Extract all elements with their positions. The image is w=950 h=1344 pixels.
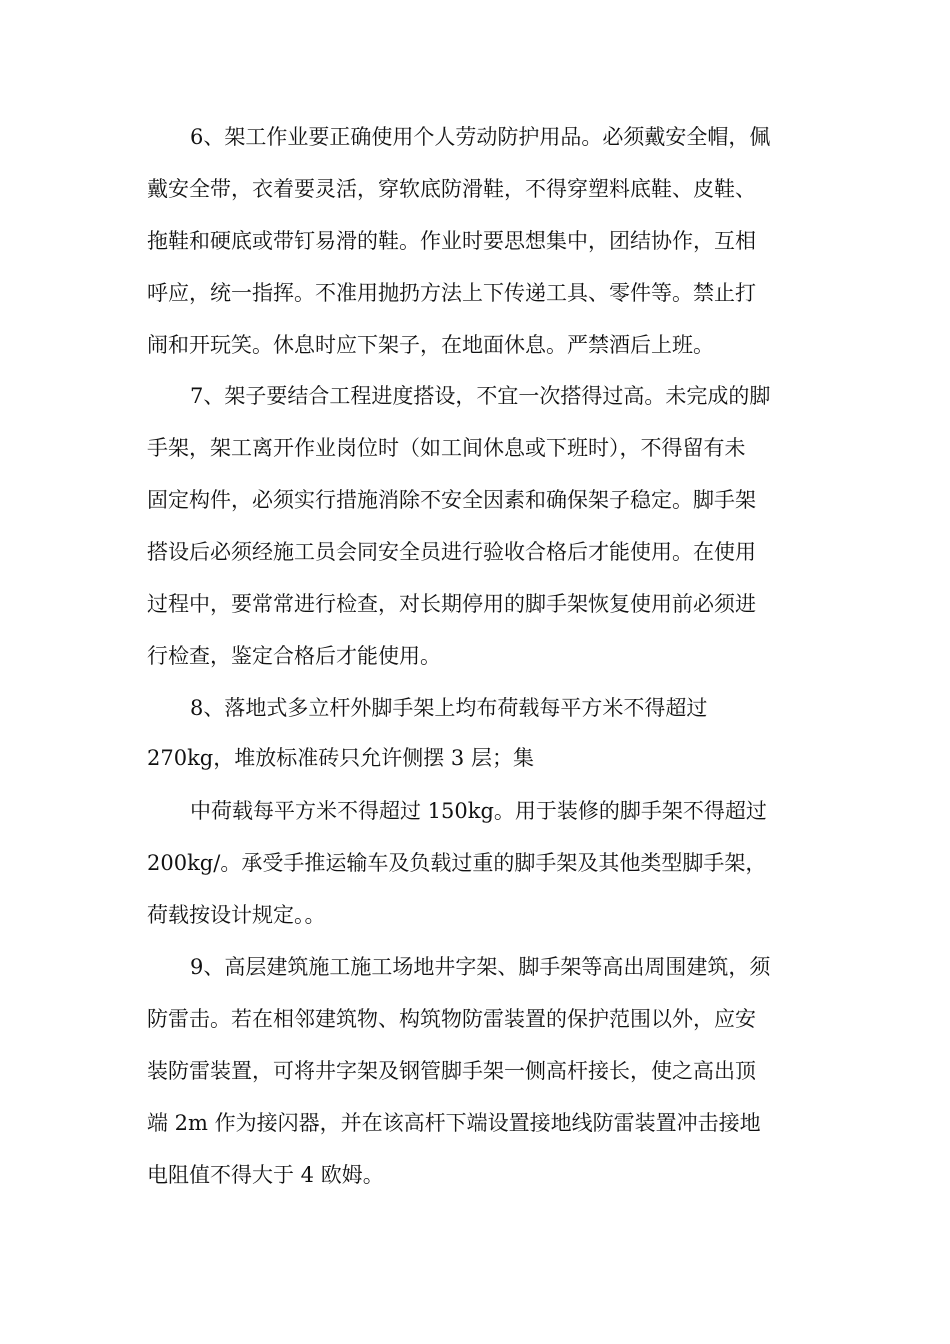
paragraph-9-line-2: 防雷击。若在相邻建筑物、构筑物防雷装置的保护范围以外，应安 bbox=[147, 1007, 756, 1031]
paragraph-7-line-3: 固定构件，必须实行措施消除不安全因素和确保架子稳定。脚手架 bbox=[147, 488, 756, 512]
paragraph-6-line-3: 拖鞋和硬底或带钉易滑的鞋。作业时要思想集中，团结协作，互相 bbox=[147, 229, 756, 253]
paragraph-6-line-2: 戴安全带，衣着要灵活，穿软底防滑鞋，不得穿塑料底鞋、皮鞋、 bbox=[147, 177, 756, 201]
paragraph-8-line-1: 8、落地式多立杆外脚手架上均布荷载每平方米不得超过 bbox=[190, 696, 708, 720]
paragraph-7-line-5: 过程中，要常常进行检查，对长期停用的脚手架恢复使用前必须进 bbox=[147, 592, 756, 616]
paragraph-8-line-4: 200kg/。承受手推运输车及负载过重的脚手架及其他类型脚手架， bbox=[147, 851, 767, 875]
paragraph-8-line-5: 荷载按设计规定。。 bbox=[147, 903, 326, 927]
paragraph-6-line-5: 闹和开玩笑。休息时应下架子，在地面休息。严禁酒后上班。 bbox=[147, 333, 714, 357]
paragraph-9-line-1: 9、高层建筑施工施工场地井字架、脚手架等高出周围建筑，须 bbox=[190, 955, 771, 979]
paragraph-6-line-4: 呼应，统一指挥。不准用抛扔方法上下传递工具、零件等。禁止打 bbox=[147, 281, 756, 305]
paragraph-6-line-1: 6、架工作业要正确使用个人劳动防护用品。必须戴安全帽，佩 bbox=[190, 125, 771, 149]
paragraph-9-line-3: 装防雷装置，可将井字架及钢管脚手架一侧高杆接长，使之高出顶 bbox=[147, 1059, 756, 1083]
paragraph-7-line-1: 7、架子要结合工程进度搭设，不宜一次搭得过高。未完成的脚 bbox=[190, 384, 771, 408]
paragraph-9-line-4: 端 2m 作为接闪器，并在该高杆下端设置接地线防雷装置冲击接地 bbox=[147, 1111, 761, 1135]
paragraph-9-line-5: 电阻值不得大于 4 欧姆。 bbox=[147, 1163, 384, 1187]
paragraph-7-line-4: 搭设后必须经施工员会同安全员进行验收合格后才能使用。在使用 bbox=[147, 540, 756, 564]
paragraph-7-line-6: 行检查，鉴定合格后才能使用。 bbox=[147, 644, 441, 668]
paragraph-7-line-2: 手架，架工离开作业岗位时（如工间休息或下班时），不得留有未 bbox=[147, 436, 746, 460]
paragraph-8-line-3: 中荷载每平方米不得超过 150kg。用于装修的脚手架不得超过 bbox=[190, 799, 767, 823]
paragraph-8-line-2: 270kg，堆放标准砖只允许侧摆 3 层；集 bbox=[147, 746, 534, 770]
